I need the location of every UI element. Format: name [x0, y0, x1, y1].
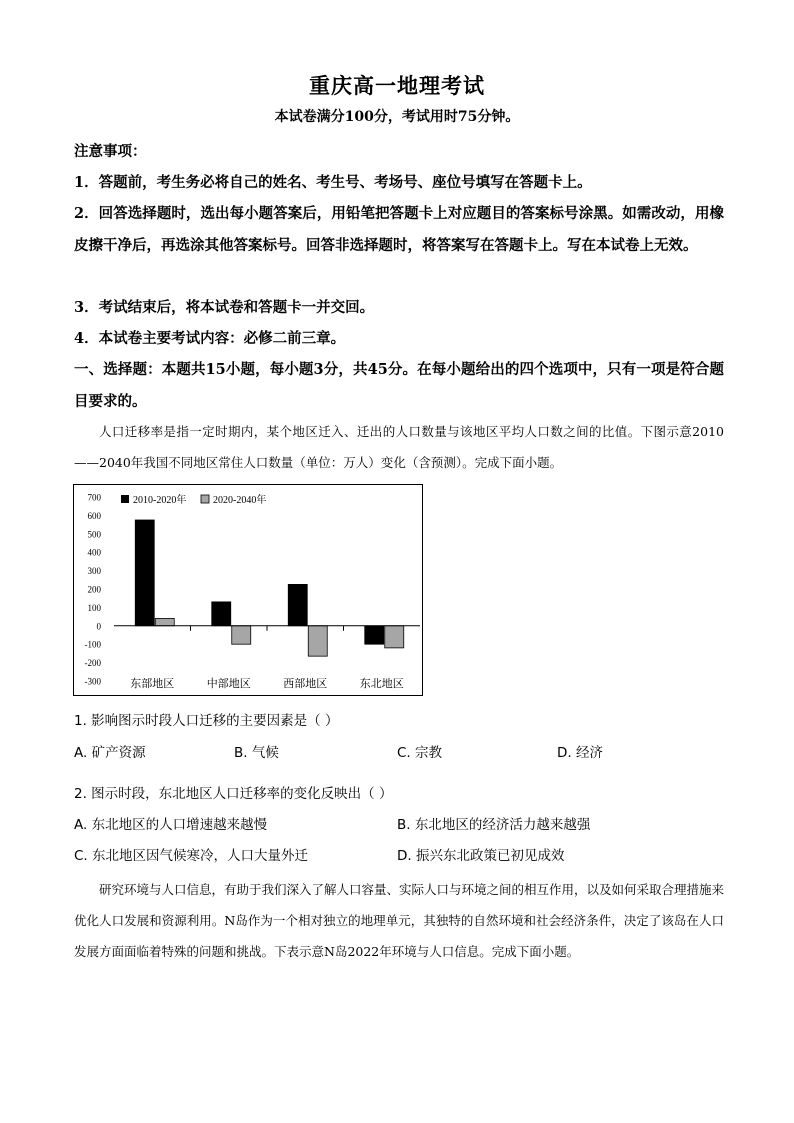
question-1-option-b[interactable]: B. 气候 — [234, 745, 279, 761]
question-2-option-c[interactable]: C. 东北地区因气候寒冷，人口大量外迁 — [74, 848, 309, 864]
bar-东部地区-2020-2040年 — [155, 618, 174, 625]
question-2-stem: 2. 图示时段，东北地区人口迁移率的变化反映出（ ） — [74, 786, 393, 802]
y-tick-label: 100 — [87, 602, 101, 613]
passage-1: 人口迁移率是指一定时期内，某个地区迁入、迁出的人口数量与该地区平均人口数之间的比值。下图示意2010——2040年我国不同地区常住人口数量（单位：万人）变化（含预测）。完成下面小题。 — [74, 424, 724, 470]
bar-chart-svg — [74, 485, 424, 697]
exam-subtitle: 本试卷满分100分，考试用时75分钟。 — [274, 109, 520, 125]
question-1-option-a[interactable]: A. 矿产资源 — [74, 745, 146, 761]
y-tick-label: -200 — [84, 658, 101, 669]
legend-label-2010-2020: 2010-2020年 — [133, 495, 187, 506]
section-heading: 一、选择题：本题共15小题，每小题3分，共45分。在每小题给出的四个选项中，只有一项是符合题目要求的。 — [74, 361, 724, 410]
notice-heading: 注意事项： — [74, 143, 147, 160]
bar-东北地区-2020-2040年 — [385, 626, 404, 648]
legend-swatch-2010-2020 — [121, 495, 129, 503]
question-1-stem: 1. 影响图示时段人口迁移的主要因素是（ ） — [74, 713, 339, 729]
y-axis — [85, 493, 102, 687]
question-1-option-c[interactable]: C. 宗教 — [397, 745, 443, 761]
notice-item-4: 4．本试卷主要考试内容：必修二前三章。 — [74, 330, 346, 347]
y-tick-label: -100 — [84, 639, 101, 650]
y-tick-label: 600 — [87, 510, 101, 521]
legend-label-2020-2040: 2020-2040年 — [213, 495, 267, 506]
legend-swatch-2020-2040 — [201, 495, 209, 503]
bar-中部地区-2010-2020年 — [212, 602, 231, 626]
notice-item-3: 3．考试结束后，将本试卷和答题卡一并交回。 — [74, 299, 375, 316]
bar-西部地区-2010-2020年 — [288, 584, 307, 625]
question-2-option-a[interactable]: A. 东北地区的人口增速越来越慢 — [74, 817, 268, 833]
bar-东北地区-2010-2020年 — [365, 626, 384, 644]
x-tick-label: 中部地区 — [206, 678, 251, 690]
y-tick-label: 400 — [87, 547, 101, 558]
page-title: 重庆高一地理考试 — [309, 73, 485, 98]
question-2-option-b[interactable]: B. 东北地区的经济活力越来越强 — [397, 817, 591, 833]
y-tick-label: 200 — [87, 584, 101, 595]
question-2-option-d[interactable]: D. 振兴东北政策已初见成效 — [397, 848, 565, 864]
y-tick-label: 700 — [87, 492, 101, 503]
x-tick-label: 东北地区 — [359, 678, 404, 690]
bar-中部地区-2020-2040年 — [232, 626, 251, 644]
x-tick-label: 东部地区 — [130, 678, 175, 690]
legend — [121, 493, 266, 506]
y-tick-label: 500 — [87, 529, 101, 540]
bar-西部地区-2020-2040年 — [308, 626, 327, 656]
notice-item-1: 1．答题前，考生务必将自己的姓名、考生号、考场号、座位号填写在答题卡上。 — [74, 174, 592, 191]
y-tick-label: 0 — [96, 621, 101, 632]
bars — [135, 520, 404, 656]
y-tick-label: -300 — [84, 676, 101, 687]
y-tick-label: 300 — [87, 566, 101, 577]
question-1-option-d[interactable]: D. 经济 — [557, 745, 603, 761]
bar-东部地区-2010-2020年 — [135, 520, 154, 626]
bar-chart — [73, 484, 423, 696]
passage-2: 研究环境与人口信息，有助于我们深入了解人口容量、实际人口与环境之间的相互作用，以及如何采取合理措施来优化人口发展和资源利用。N岛作为一个相对独立的地理单元，其独特的自然环境和社会经济条件，决定了该岛在人口发展方面面临着特殊的问题和挑战。下表示意N岛2022年环境与人口信息。完成下面小题。 — [74, 882, 725, 959]
notice-item-2: 2．回答选择题时，选出每小题答案后，用铅笔把答题卡上对应题目的答案标号涂黑。如需改动，用橡皮擦干净后，再选涂其他答案标号。回答非选择题时，将答案写在答题卡上。写在本试卷上无效。 — [74, 205, 724, 254]
x-tick-label: 西部地区 — [283, 678, 328, 690]
